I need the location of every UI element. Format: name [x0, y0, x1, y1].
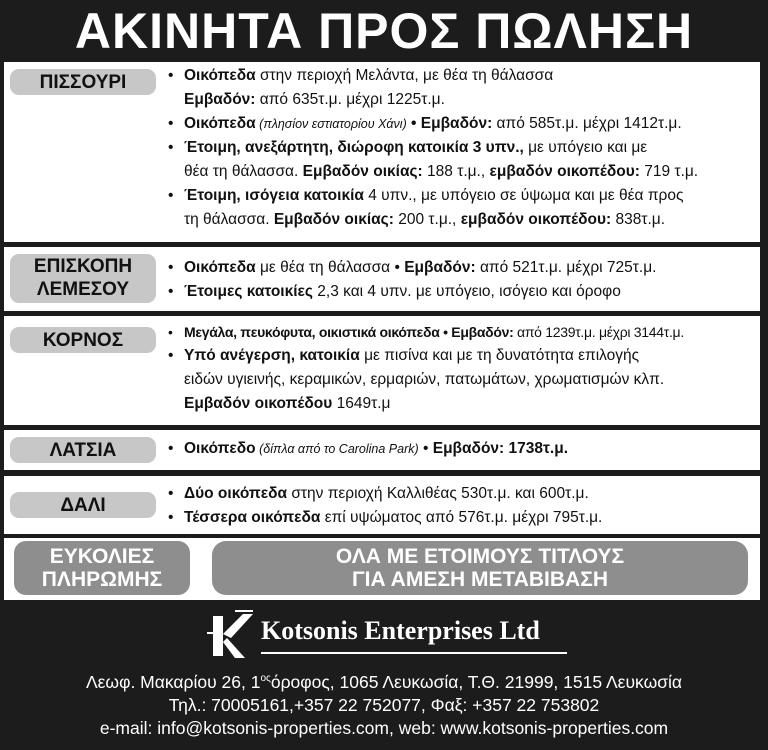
list-item-cont: θέα τη θάλασσα. Εμβαδόν οικίας: 188 τ.μ., εμβαδόν οικοπέδου: 719 τ.μ. — [184, 163, 699, 180]
location-label-line2: ΛΕΜΕΣΟΥ — [36, 279, 130, 300]
company-name: Kotsonis Enterprises Ltd — [261, 616, 540, 645]
company-logo — [205, 608, 575, 662]
list-item-cont: τη θάλασσα. Εμβαδόν οικίας: 200 τ.μ., εμβαδόν οικοπέδου: 838τ.μ. — [184, 211, 666, 228]
phone-line: Τηλ.: 70005161,+357 22 752077, Φαξ: +357 22 753802 — [168, 695, 600, 715]
listing-list — [164, 320, 752, 416]
listing-list — [164, 64, 752, 232]
section-episkopi — [4, 247, 760, 311]
badge-line2: ΓΙΑ ΑΜΕΣΗ ΜΕΤΑΒΙΒΑΣΗ — [352, 568, 608, 591]
list-item-cont: Εμβαδόν οικοπέδου 1649τ.μ — [184, 395, 391, 412]
location-label-pissouri: ΠΙΣΣΟΥΡΙ — [10, 69, 156, 95]
list-item: • Οικόπεδα στην περιοχή Μελάντα, με θέα τη θάλασσα — [168, 67, 554, 84]
page-title: ΑΚΙΝΗΤΑ ΠΡΟΣ ΠΩΛΗΣΗ — [74, 3, 694, 59]
location-label-latsia: ΛΑΤΣΙΑ — [10, 437, 156, 463]
web-line: e-mail: info@kotsonis-properties.com, web: www.kotsonis-properties.com — [99, 718, 669, 738]
badge-line2: ΠΛΗΡΩΜΗΣ — [41, 568, 163, 591]
list-item-cont: Εμβαδόν: από 635τ.μ. μέχρι 1225τ.μ. — [184, 91, 445, 108]
listing-list — [164, 256, 752, 304]
list-item: • Μεγάλα, πευκόφυτα, οικιστικά οικόπεδα • Εμβαδόν: από 1239τ.μ. μέχρι 3144τ.μ. — [168, 324, 684, 340]
list-item: • Οικόπεδα με θέα τη θάλασσα • Εμβαδόν: από 521τ.μ. μέχρι 725τ.μ. — [168, 259, 657, 276]
logo-mark-icon — [205, 608, 257, 662]
list-item: • Δύο οικόπεδα στην περιοχή Καλλιθέας 530τ.μ. και 600τ.μ. — [168, 485, 589, 502]
list-item: • Τέσσερα οικόπεδα επί υψώματος από 576τ.μ. μέχρι 795τ.μ. — [168, 509, 603, 526]
section-pissouri — [4, 62, 760, 242]
location-label-episkopi — [10, 254, 156, 303]
address-line: Λεωφ. Μακαρίου 26, $1^{o\varsigma}ό\rho o\varphi o\varsigma$, 1065 Λευκωσία, Τ.Θ. 21999, 1515 Λευκωσία — [85, 672, 683, 692]
list-item: • Οικόπεδα (πλησίον εστιατορίου Χάνι) • Εμβαδόν: από 585τ.μ. μέχρι 1412τ.μ. — [168, 115, 682, 132]
list-item: • Οικόπεδο (δίπλα από το Carolina Park) • Εμβαδόν: 1738τ.μ. — [168, 440, 568, 457]
badge-line1: ΟΛΑ ΜΕ ΕΤΟΙΜΟΥΣ ΤΙΤΛΟΥΣ — [335, 545, 625, 568]
location-label-dali: ΔΑΛΙ — [10, 492, 156, 518]
list-item: • Έτοιμη, ανεξάρτητη, διώροφη κατοικία 3 υπν., με υπόγειο και με — [168, 139, 648, 156]
listing-list — [164, 482, 752, 530]
logo-underline — [261, 652, 567, 654]
section-kornos — [4, 316, 760, 425]
section-dali — [4, 476, 760, 534]
list-item-cont: ειδών υγιεινής, κεραμικών, ερμαριών, πατωμάτων, χρωματισμών κλπ. — [184, 371, 665, 388]
badge-line1: ΕΥΚΟΛΙΕΣ — [49, 545, 155, 568]
listing-list — [164, 437, 752, 461]
location-label-kornos: ΚΟΡΝΟΣ — [10, 327, 156, 353]
section-latsia — [4, 430, 760, 470]
list-item: • Έτοιμη, ισόγεια κατοικία 4 υπν., με υπόγειο σε ύψωμα και με θέα προς — [168, 187, 684, 204]
list-item: • Υπό ανέγερση, κατοικία με πισίνα και με τη δυνατότητα επιλογής — [168, 347, 640, 364]
location-label-line1: ΕΠΙΣΚΟΠΗ — [33, 256, 133, 277]
payment-facilities-badge — [14, 541, 190, 595]
list-item: • Έτοιμες κατοικίες 2,3 και 4 υπν. με υπόγειο, ισόγειο και όροφο — [168, 283, 621, 300]
ready-titles-badge — [212, 541, 748, 595]
